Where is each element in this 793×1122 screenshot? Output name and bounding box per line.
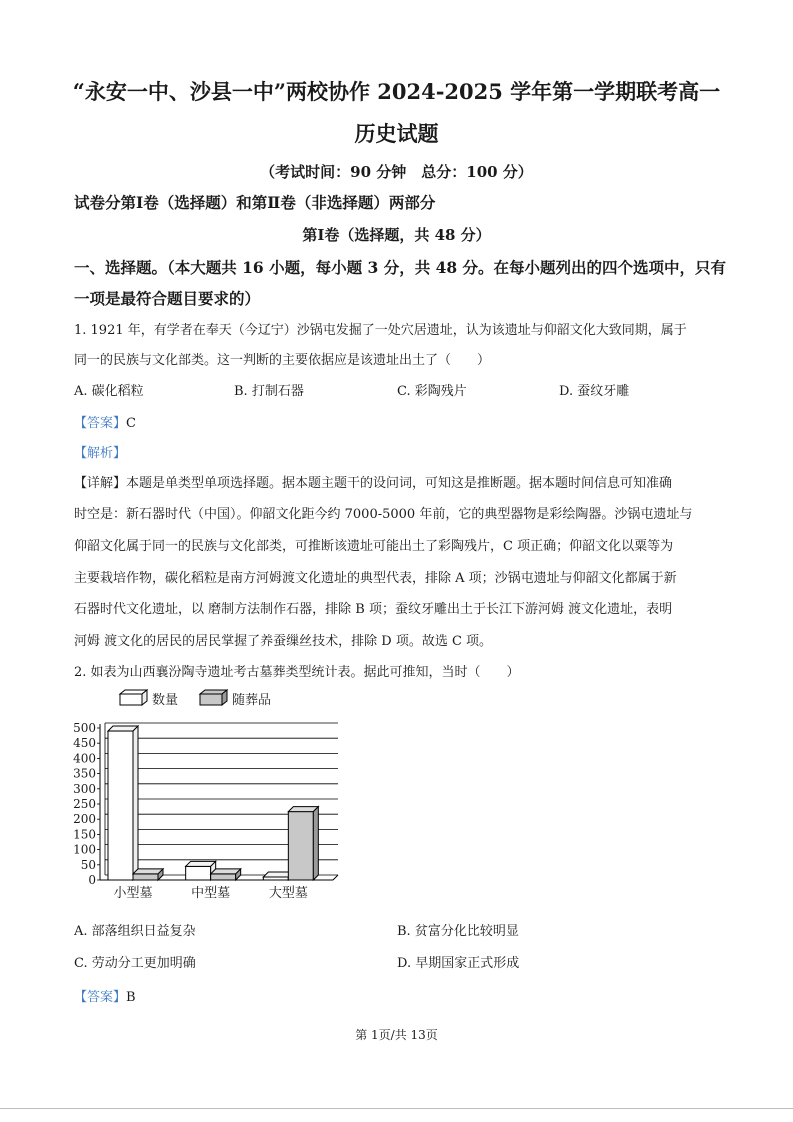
page-divider [0,1108,793,1109]
q2-option-a[interactable]: A. 部落组织日益复杂 [74,924,196,939]
bar [288,807,318,880]
y-tick-label: 350 [73,766,96,781]
y-tick-label: 50 [80,857,96,872]
q2-answer [74,986,136,1005]
q1-option-a[interactable]: A. 碳化稻粒 [74,384,144,399]
q1-option-c[interactable]: C. 彩陶残片 [397,384,467,399]
q1-detail-line2: 时空是：新石器时代（中国）。仰韶文化距今约 7000-5000 年前，它的典型器物是彩绘陶器。沙锅屯遗址与 [74,507,693,522]
bar-front [108,731,133,880]
legend-item [120,690,178,708]
bar [108,726,138,880]
q1-option-b[interactable]: B. 打制石器 [234,384,304,399]
q1-detail-line3: 仰韶文化属于同一的民族与文化部类，可推断该遗址可能出土了彩陶残片，C 项正确；仰韶文化以粟等为 [74,539,674,554]
bar-front [288,812,313,880]
x-tick-label: 大型墓 [268,886,308,901]
exam-title-line2: 历史试题 [354,121,439,146]
tomb-statistics-chart [70,684,370,909]
q1-detail-line5: 石器时代文化遗址，以 磨制方法制作石器，排除 B 项；蚕纹牙雕出土于长江下游河姆 渡文化遗址，表明 [74,602,673,617]
x-tick-label: 中型墓 [191,886,231,901]
legend-item [200,690,271,708]
q1-option-d[interactable]: D. 蚕纹牙雕 [559,384,630,399]
answer-tag: 【答案】 [74,416,127,431]
q1-detail-line6: 河姆 渡文化的居民的居民掌握了养蚕缫丝技术，排除 D 项。故选 C 项。 [74,634,493,649]
y-tick-label: 400 [73,751,96,766]
q1-analysis-tag: 【解析】 [74,446,127,461]
bar-side [313,807,318,880]
y-tick-label: 500 [73,721,96,735]
structure-note: 试卷分第Ⅰ卷（选择题）和第Ⅱ卷（非选择题）两部分 [74,193,436,212]
y-tick-label: 450 [73,736,96,751]
q2-option-d[interactable]: D. 早期国家正式形成 [397,956,520,971]
answer-value: B [126,990,136,1005]
y-tick-label: 300 [73,781,96,796]
y-tick-label: 150 [73,827,96,842]
bar-side [133,726,138,880]
floor-edge [333,875,338,880]
answer-value: C [126,416,136,431]
part-title: 第Ⅰ卷（选择题，共 48 分） [302,226,491,244]
q2-option-b[interactable]: B. 贫富分化比较明显 [397,924,519,939]
bar-front [133,874,158,880]
legend-label: 随葬品 [232,693,272,708]
y-tick-label: 0 [88,873,96,887]
section-heading-line2: 一项是最符合题目要求的） [74,289,261,308]
y-tick-label: 250 [73,797,96,811]
q1-stem-line2: 同一的民族与文化部类。这一判断的主要依据应是该遗址出土了（ ） [74,353,491,368]
legend-swatch [120,694,142,705]
bar [211,869,241,880]
q2-option-c[interactable]: C. 劳动分工更加明确 [74,956,196,971]
exam-info: （考试时间：90 分钟 总分：100 分） [260,163,533,181]
q1-detail-line1: 【详解】本题是单类型单项选择题。据本题主题干的设问词，可知这是推断题。据本题时间信息可知准确 [74,476,673,491]
legend-label: 数量 [152,693,179,708]
section-heading-line1: 一、选择题。（本大题共 16 小题，每小题 3 分，共 48 分。在每小题列出的四个选项中，只有 [74,258,727,277]
bar [133,869,163,880]
q2-stem: 2. 如表为山西襄汾陶寺遗址考古墓葬类型统计表。据此可推知，当时（ ） [74,665,520,680]
page-number: 第 1页/共 13页 [355,1028,438,1042]
x-tick-label: 小型墓 [113,886,153,901]
q1-answer [74,412,136,431]
q1-stem-line1: 1. 1921 年，有学者在奉天（今辽宁）沙锅屯发掘了一处穴居遗址，认为该遗址与仰韶文化大致同期，属于 [74,323,687,338]
bar-front [211,874,236,880]
legend-swatch [200,694,222,705]
q1-detail-line4: 主要栽培作物，碳化稻粒是南方河姆渡文化遗址的典型代表，排除 A 项；沙锅屯遗址与仰韶文化都属于新 [74,571,677,586]
bar-front [186,866,211,880]
exam-title-line1: “永安一中、沙县一中”两校协作 2024-2025 学年第一学期联考高一 [72,79,721,104]
y-tick-label: 100 [73,842,96,857]
answer-tag: 【答案】 [74,990,127,1005]
y-tick-label: 200 [73,812,96,827]
